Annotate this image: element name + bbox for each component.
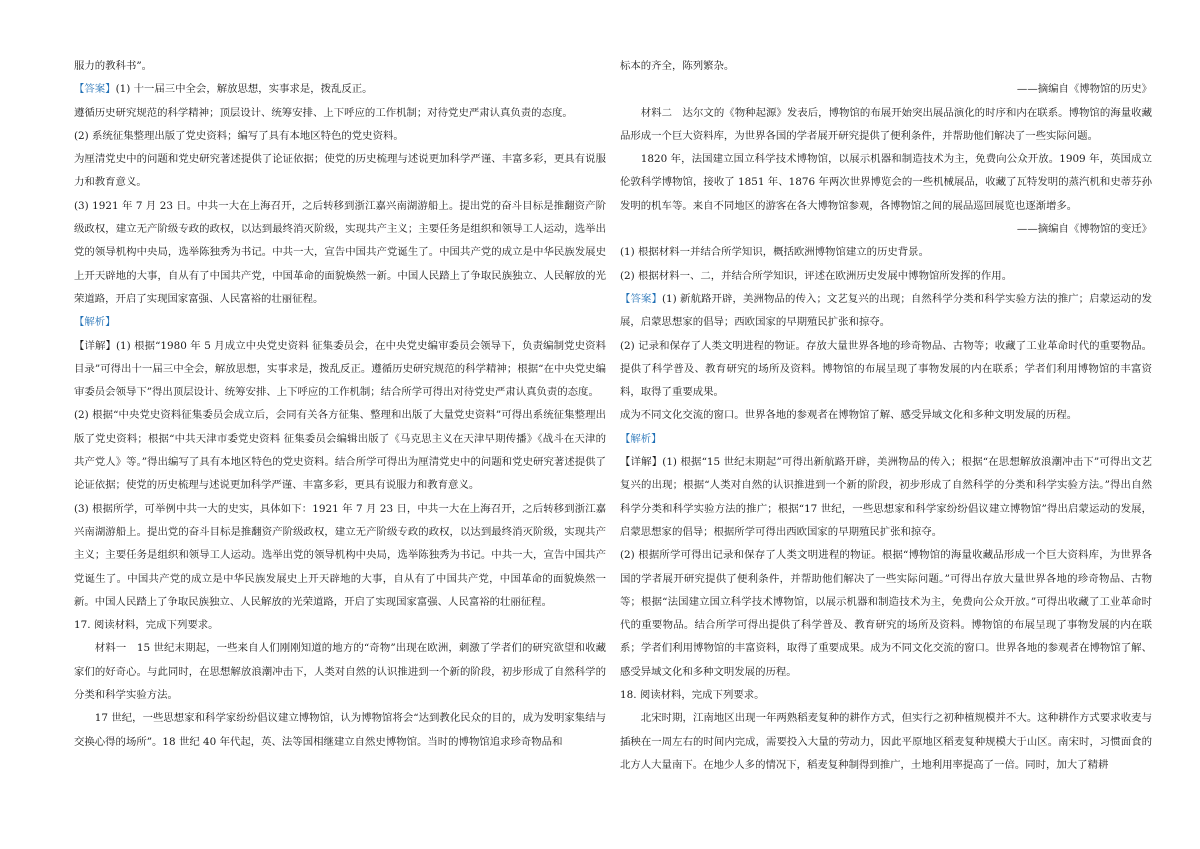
paragraph-text: 材料一 15 世纪末期起，一些来自人们刚刚知道的地方的“奇物”出现在欧洲，刺激了学者们的研究欲望和收藏家们的好奇心。与此同时，在思想解放浪潮冲击下，人类对自然的认识推进到一个新的阶段，初步形成了自然科学的分类和科学实验方法。 bbox=[74, 642, 606, 702]
paragraph-text: (2) 根据所学可得出记录和保存了人类文明进程的物证。根据“博物馆的海量收藏品形成一个巨大资料库，为世界各国的学者展开研究提供了便利条件，并帮助他们解决了一些实际问题。”可得出存放大量世界各地的珍奇物品、古物等；根据“法国建立国立科学技术博物馆，以展示机器和制造技术为主，免费向公众开放。”可得出收藏了工业革命时代的重要物品。结合所学可得出提供了科学普及、教育研究的场所及资料。博物馆的布展呈现了事物发展的内在联系；学者们利用博物馆的丰富资料，取得了重要成果。成为不同文化交流的窗口。世界各地的参观者在博物馆了解、感受异域文化和多种文明发展的历程。 bbox=[620, 549, 1153, 678]
paragraph bbox=[620, 404, 1152, 427]
paragraph-text: 1820 年，法国建立国立科学技术博物馆，以展示机器和制造技术为主，免费向公众开放。1909 年，英国成立伦敦科学博物馆，接收了 1851 年、1876 年两次世界博览会的一些机械展品，收藏了瓦特发明的蒸汽机和史蒂芬孙发明的机车等。来自不同地区的游客在各大博物馆参观，各博物馆之间的展品巡回展览也逐渐增多。 bbox=[620, 153, 1152, 212]
paragraph bbox=[74, 195, 606, 311]
paragraph-text: 为厘清党史中的问题和党史研究著述提供了论证依据；使党的历史梳理与述说更加科学严谨、丰富多彩，更具有说服力和教育意义。 bbox=[74, 153, 606, 189]
paragraph-text: (2) 记录和保存了人类文明进程的物证。存放大量世界各地的珍奇物品、古物等；收藏了工业革命时代的重要物品。提供了科学普及、教育研究的场所及资料。博物馆的布展呈现了事物发展的内在联系；学者们利用博物馆的丰富资料，取得了重要成果。 bbox=[620, 339, 1152, 399]
section-tag: 【答案】 bbox=[74, 83, 116, 96]
paragraph bbox=[74, 102, 606, 125]
paragraph bbox=[74, 498, 606, 614]
paragraph-text: 成为不同文化交流的窗口。世界各地的参观者在博物馆了解、感受异域文化和多种文明发展的历程。 bbox=[620, 409, 1078, 422]
left-column bbox=[74, 55, 606, 754]
paragraph bbox=[620, 241, 1152, 264]
paragraph-text: 遵循历史研究规范的科学精神；顶层设计、统筹安排、上下呼应的工作机制；对待党史严肃认真负责的态度。 bbox=[74, 106, 573, 119]
paragraph-text: ——摘编自《博物馆的变迁》 bbox=[1016, 223, 1152, 236]
source-citation bbox=[620, 78, 1152, 101]
paragraph-text: (2) 系统征集整理出版了党史资料；编写了具有本地区特色的党史资料。 bbox=[74, 129, 404, 142]
paragraph-text: (1) 根据材料一并结合所学知识，概括欧洲博物馆建立的历史背景。 bbox=[620, 246, 929, 259]
paragraph bbox=[620, 684, 1152, 707]
paragraph bbox=[620, 707, 1152, 777]
paragraph bbox=[74, 404, 606, 497]
paragraph bbox=[74, 148, 606, 195]
section-tag: 【答案】 bbox=[620, 292, 662, 305]
paragraph bbox=[620, 335, 1152, 405]
source-citation bbox=[620, 218, 1152, 241]
paragraph bbox=[74, 614, 606, 637]
paragraph-text: (1) 十一届三中全会，解放思想，实事求是，拨乱反正。 bbox=[115, 83, 373, 96]
paragraph-text: 【详解】(1) 根据“15 世纪末期起”可得出新航路开辟，美洲物品的传入；根据“在思想解放浪潮冲击下”可得出文艺复兴的出现；根据“人类对自然的认识推进到一个新的阶段，初步形成了自然科学的分类和科学实验方法。”得出自然科学分类和科学实验方法的推广；根据“17 世纪，一些思想家和科学家纷纷倡议建立博物馆”得出启蒙运动的发展，启蒙思想家的倡导；根据所学可得出西欧国家的早期殖民扩张和掠夺。 bbox=[620, 456, 1152, 538]
paragraph bbox=[620, 544, 1152, 684]
paragraph bbox=[74, 311, 606, 334]
paragraph-text: 17 世纪，一些思想家和科学家纷纷倡议建立博物馆，认为博物馆将会“达到教化民众的目的，成为发明家集结与交换心得的场所”。18 世纪 40 年代起，英、法等国相继建立自然史博物馆。当时的博物馆追求珍奇物品和 bbox=[74, 712, 606, 748]
paragraph bbox=[620, 451, 1152, 544]
paragraph bbox=[620, 288, 1152, 335]
section-tag: 【解析】 bbox=[620, 432, 662, 445]
paragraph bbox=[620, 428, 1152, 451]
paragraph-text: 北宋时期，江南地区出现一年两熟稻麦复种的耕作方式，但实行之初种植规模并不大。这种耕作方式要求收麦与插秧在一周左右的时间内完成，需要投入大量的劳动力，因此平原地区稻麦复种规模大于山区。南宋时，习惯面食的北方人大量南下。在地少人多的情况下，稻麦复种制得到推广，土地利用率提高了一倍。同时，加大了精耕 bbox=[620, 712, 1152, 771]
right-column bbox=[620, 55, 1152, 777]
paragraph bbox=[620, 148, 1152, 218]
paragraph bbox=[620, 102, 1152, 149]
paragraph bbox=[620, 55, 1152, 78]
paragraph bbox=[74, 707, 606, 754]
paragraph-text: (3) 1921 年 7 月 23 日。中共一大在上海召开，之后转移到浙江嘉兴南湖游船上。提出党的奋斗目标是推翻资产阶级政权，建立无产阶级专政的政权，以达到最终消灭阶级，实现共产主义；主要任务是组织和领导工人运动，选举出党的领导机构中央局，选举陈独秀为书记。中共一大，宣告中国共产党诞生了。中国共产党的成立是中华民族发展史上开天辟地的大事，自从有了中国共产党，中国革命的面貌焕然一新。中国人民踏上了争取民族独立、人民解放的光荣道路，开启了实现国家富强、人民富裕的壮丽征程。 bbox=[74, 199, 606, 305]
paragraph-text: (3) 根据所学，可举例中共一大的史实，具体如下：1921 年 7 月 23 日，中共一大在上海召开，之后转移到浙江嘉兴南湖游船上。提出党的奋斗目标是推翻资产阶级政权，建立无产阶级专政的政权，以达到最终消灭阶级，实现共产主义；主要任务是组织和领导工人运动。选举出党的领导机构中央局，选举陈独秀为书记。中共一大，宣告中国共产党诞生了。中国共产党的成立是中华民族发展史上开天辟地的大事，自从有了中国共产党，中国革命的面貌焕然一新。中国人民踏上了争取民族独立、人民解放的光荣道路，开启了实现国家富强、人民富裕的壮丽征程。 bbox=[74, 502, 606, 608]
paragraph bbox=[74, 335, 606, 405]
paragraph bbox=[620, 265, 1152, 288]
paragraph bbox=[74, 637, 606, 707]
paragraph-text: 材料二 达尔文的《物种起源》发表后，博物馆的布展开始突出展品演化的时序和内在联系。博物馆的海量收藏品形成一个巨大资料库，为世界各国的学者展开研究提供了便利条件，并帮助他们解决了一些实际问题。 bbox=[620, 106, 1152, 142]
paragraph-text: (2) 根据“中央党史资料征集委员会成立后，会同有关各方征集、整理和出版了大量党史资料”可得出系统征集整理出版了党史资料；根据“中共天津市委党史资料 征集委员会编辑出版了《马克思主义在天津早期传播》《战斗在天津的共产党人》等。”得出编写了具有本地区特色的党史资料。结合所学可得出为厘清党史中的问题和党史研究著述提供了论证依据；使党的历史梳理与述说更加科学严谨、丰富多彩，更具有说服力和教育意义。 bbox=[74, 409, 606, 492]
paragraph-text: 服力的教科书”。 bbox=[74, 60, 153, 72]
paragraph-text: 标本的齐全，陈列繁杂。 bbox=[620, 60, 735, 72]
paragraph bbox=[74, 125, 606, 148]
paragraph-text: (2) 根据材料一、二，并结合所学知识，评述在欧洲历史发展中博物馆所发挥的作用。 bbox=[620, 269, 1013, 282]
paragraph-text: 【详解】(1) 根据“1980 年 5 月成立中央党史资料 征集委员会，在中央党史编审委员会领导下，负责编制党史资料 目录”可得出十一届三中全会，解放思想，实事求是，拨乱反正。遵循历史研究规范的科学精神；根据“在中央党史编审委员会领导下”得出顶层设计、统筹安排、上下呼应的工作机制；结合所学可得出对待党史严肃认真负责的态度。 bbox=[74, 339, 606, 399]
paragraph bbox=[74, 78, 606, 101]
paragraph-text: ——摘编自《博物馆的历史》 bbox=[1016, 83, 1152, 96]
section-tag: 【解析】 bbox=[74, 316, 116, 329]
paragraph bbox=[74, 55, 606, 78]
paragraph-text: (1) 新航路开辟，美洲物品的传入；文艺复兴的出现；自然科学分类和科学实验方法的推广；启蒙运动的发展，启蒙思想家的倡导；西欧国家的早期殖民扩张和掠夺。 bbox=[620, 292, 1152, 329]
paragraph-text: 18. 阅读材料，完成下列要求。 bbox=[620, 689, 765, 702]
paragraph-text: 17. 阅读材料，完成下列要求。 bbox=[74, 619, 219, 632]
